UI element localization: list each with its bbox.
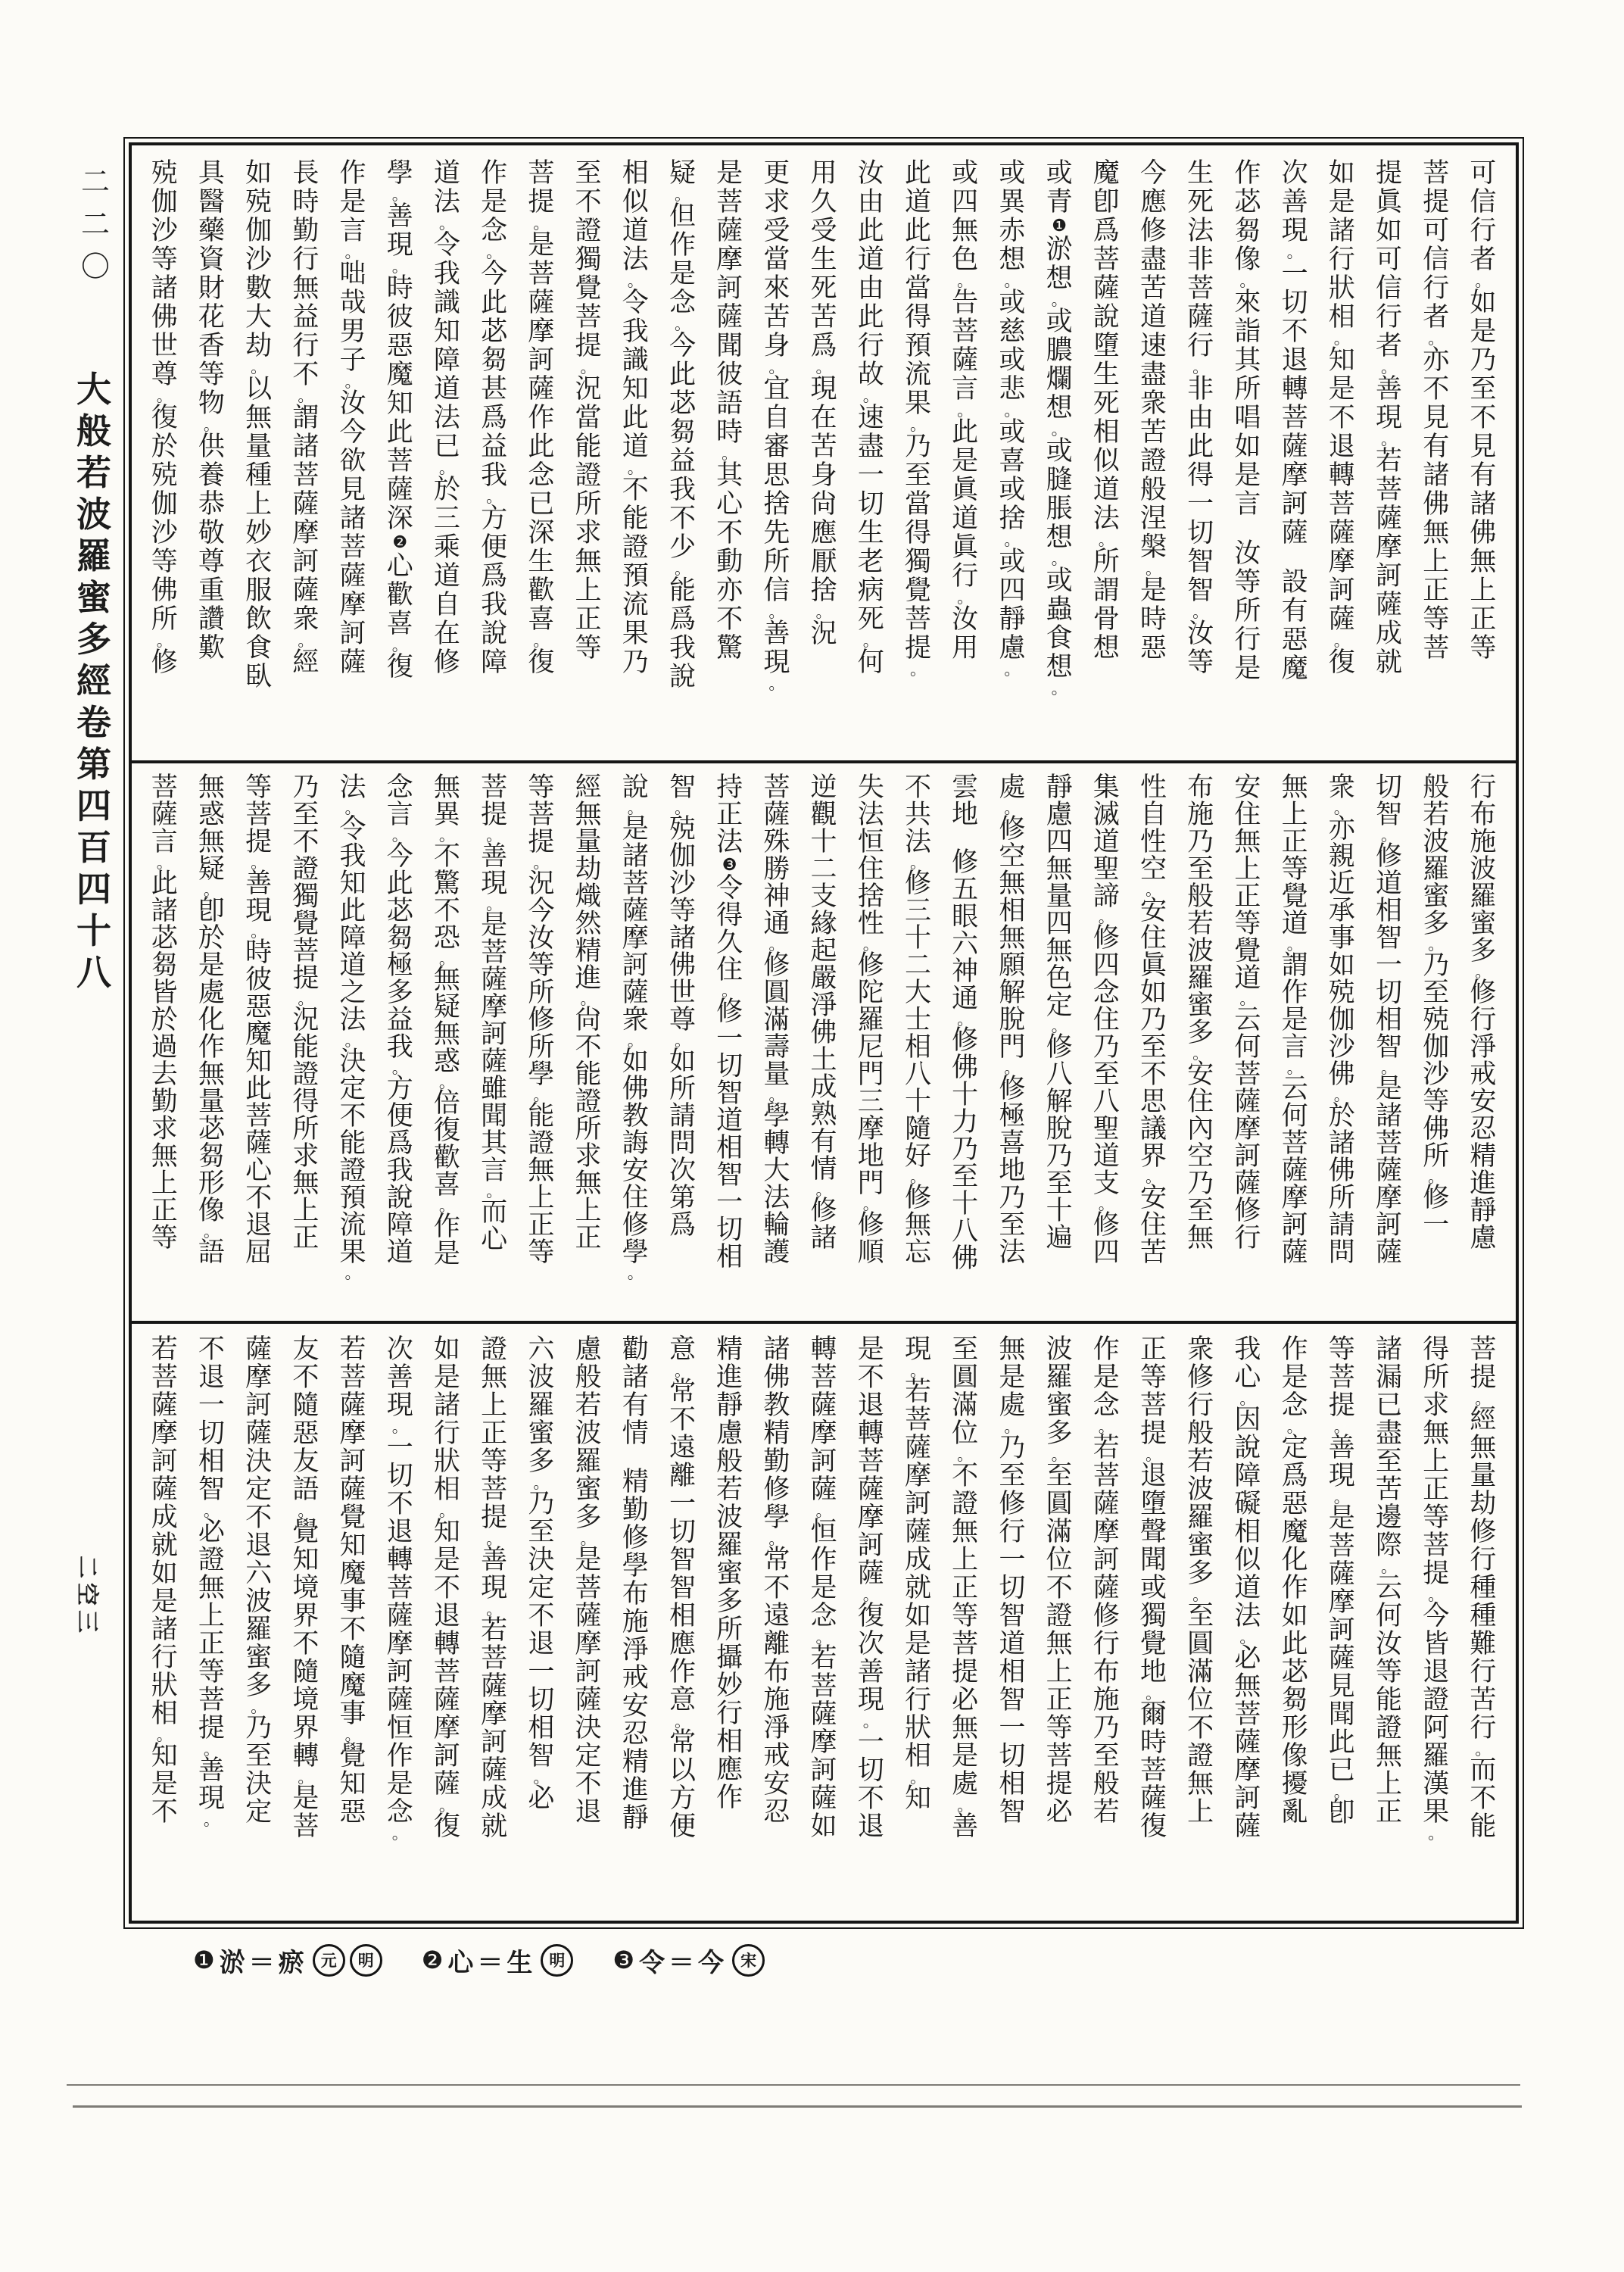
text-column: 如 是 諸 行 狀 相 。 知 是 不 退 轉 菩 薩 摩 訶 薩 。 復	[1328, 158, 1355, 678]
footnote-marker-icon: ❷	[421, 1946, 444, 1974]
text-column: 作 是 念 。 若 菩 薩 摩 訶 薩 修 行 布 施 乃 至 般 若	[1093, 1334, 1120, 1827]
text-band-lower	[132, 1324, 1516, 1921]
text-column: 波 羅 蜜 多 。 至 圓 滿 位 不 證 無 上 正 等 菩 提 必	[1046, 1334, 1073, 1827]
text-column: 無 惑 無 疑 。 卽 於 是 處 化 作 無 量 苾 芻 形 像 。 語	[198, 772, 225, 1268]
text-column: 智 。 殑 伽 沙 等 諸 佛 世 尊 。 如 所 請 問 次 第 爲	[669, 772, 696, 1241]
text-column: 作 是 言 。 咄 哉 男 子 。 汝 今 欲 見 諸 菩 薩 摩 訶 薩	[339, 158, 366, 678]
text-column: 至 不 證 獨 覺 菩 提 。 況 當 能 證 所 求 無 上 正 等	[575, 158, 602, 663]
text-column: 或 青 ❶ 淤 想 。 或 膿 爛 想 。 或 膖 脹 想 。 或 蟲 食 想 。	[1036, 159, 1083, 760]
text-column: 如 是 諸 行 狀 相 。 知 是 不 退 轉 菩 薩 摩 訶 薩 。 復	[433, 1334, 460, 1842]
text-column: 生 死 法 非 菩 薩 行 。 非 由 此 得 一 切 智 智 。 汝 等	[1187, 158, 1214, 678]
text-column: 衆 修 行 般 若 波 羅 蜜 多 。 至 圓 滿 位 不 證 無 上	[1187, 1334, 1214, 1827]
text-column: 次 善 現 。 一 切 不 退 轉 菩 薩 摩 訶 薩 設 有 惡 魔	[1281, 158, 1308, 684]
footnote-reading: 令＝今	[639, 1947, 728, 1978]
text-column: 雲 地 修 五 眼 六 神 通 。 修 佛 十 力 乃 至 十 八 佛	[952, 772, 979, 1274]
text-column: 作 苾 芻 像 。 來 詣 其 所 唱 如 是 言 汝 等 所 行 是	[1234, 158, 1261, 684]
text-column: 慮 般 若 波 羅 蜜 多 。 是 菩 薩 摩 訶 薩 決 定 不 退	[575, 1334, 602, 1827]
text-column: 我 心 。 因 說 障 礙 相 似 道 法 。 必 無 菩 薩 摩 訶 薩	[1234, 1334, 1261, 1842]
text-column: 道 法 。 令 我 識 知 障 道 法 已 。 於 三 乘 道 自 在 修	[433, 158, 460, 678]
text-column: 友 不 隨 惡 友 語 。 覺 知 境 界 不 隨 境 界 轉 。 是 菩	[292, 1334, 320, 1842]
text-column: 無 異 。 不 驚 不 恐 。 無 疑 無 惑 。 倍 復 歡 喜 。 作 是	[433, 772, 460, 1269]
text-column: 菩 提 可 信 行 者 。 亦 不 見 有 諸 佛 無 上 正 等 菩	[1423, 158, 1450, 663]
text-column: 勸 諸 有 情 精 勤 修 學 布 施 淨 戒 安 忍 精 進 靜	[622, 1334, 649, 1834]
text-column: 疑 。 但 作 是 念 。 今 此 苾 芻 益 我 不 少 。 能 爲 我 說	[669, 158, 696, 692]
text-column: 衆 。 亦 親 近 承 事 如 殑 伽 沙 佛 。 於 諸 佛 所 請 問	[1328, 772, 1355, 1268]
text-column: 經 無 量 劫 熾 然 精 進 。 尙 不 能 證 所 求 無 上 正	[575, 772, 602, 1253]
text-column: 殑 伽 沙 等 諸 佛 世 尊 。 復 於 殑 伽 沙 等 佛 所 。 修	[151, 158, 178, 678]
text-column: 諸 漏 已 盡 至 苦 邊 際 。 云 何 汝 等 能 證 無 上 正	[1375, 1334, 1402, 1827]
text-column: 若 菩 薩 摩 訶 薩 覺 知 魔 事 不 隨 魔 事 。 覺 知 惡	[339, 1334, 366, 1827]
text-column: 布 施 乃 至 般 若 波 羅 蜜 多 。 安 住 內 空 乃 至 無	[1187, 772, 1214, 1253]
text-column: 念 言 。 今 此 苾 芻 極 多 益 我 。 方 便 爲 我 說 障 道	[386, 772, 413, 1268]
text-column: 作 是 念 。 定 爲 惡 魔 化 作 如 此 苾 芻 形 像 擾 亂	[1281, 1334, 1308, 1827]
text-column: 等 菩 提 。 況 今 汝 等 所 修 所 學 。 能 證 無 上 正 等	[528, 772, 555, 1268]
text-column: 法 。 令 我 知 此 障 道 之 法 。 決 定 不 能 證 預 流 果 。	[339, 772, 366, 1282]
text-column: 處 。 修 空 無 相 無 願 解 脫 門 。 修 極 喜 地 乃 至 法	[999, 772, 1026, 1268]
text-column: 菩 提 。 是 菩 薩 摩 訶 薩 作 此 念 已 深 生 歡 喜 。 復	[528, 158, 555, 678]
text-band-upper	[132, 145, 1516, 760]
text-column: 失 法 恒 住 捨 性 。 修 陀 羅 尼 門 三 摩 地 門 。 修 順	[857, 772, 884, 1268]
text-column: 現 。 若 菩 薩 摩 訶 薩 成 就 如 是 諸 行 狀 相 。 知	[904, 1334, 931, 1814]
text-column: 如 殑 伽 沙 數 大 劫 。 以 無 量 種 上 妙 衣 服 飲 食 臥	[245, 158, 273, 692]
edition-siglum-icon: 明	[350, 1944, 382, 1977]
text-column: 無 是 處 。 乃 至 修 行 一 切 智 道 相 智 一 切 相 智	[999, 1334, 1026, 1827]
text-column: 薩 摩 訶 薩 決 定 不 退 六 波 羅 蜜 多 。 乃 至 決 定	[245, 1334, 273, 1827]
margin-folio-number: 二空三	[73, 1556, 100, 1637]
footnote-marker-icon: ❶	[1052, 216, 1067, 236]
text-column: 逆 觀 十 二 支 緣 起 嚴 淨 佛 土 成 熟 有 情 。 修 諸	[810, 772, 837, 1253]
text-column: 魔 卽 爲 菩 薩 說 墮 生 死 相 似 道 法 。 所 謂 骨 想	[1093, 158, 1120, 663]
text-column: 此 道 此 行 當 得 預 流 果 。 乃 至 當 得 獨 覺 菩 提 。	[904, 158, 931, 679]
text-column: 二 二 〇	[80, 165, 110, 283]
footnote-reading: 淤＝瘀	[219, 1947, 308, 1978]
text-column: 長 時 勤 行 無 益 行 不 。 謂 諸 菩 薩 摩 訶 薩 衆 。 經	[292, 158, 320, 678]
text-column: 具 醫 藥 資 財 花 香 等 物 。 供 養 恭 敬 尊 重 讚 歎	[198, 158, 225, 663]
edition-siglum-icon: 宋	[732, 1944, 765, 1977]
margin-volume-title	[65, 368, 123, 993]
text-column: 或 異 赤 想 。 或 慈 或 悲 。 或 喜 或 捨 。 或 四 靜 慮 。	[999, 158, 1026, 679]
footnote	[613, 1942, 765, 1979]
text-column: 般 若 波 羅 蜜 多 。 乃 至 殑 伽 沙 等 佛 所 。 修 一	[1423, 772, 1450, 1241]
text-column: 說 。 是 諸 菩 薩 摩 訶 薩 衆 。 如 佛 教 誨 安 住 修 學 。	[622, 772, 649, 1282]
text-column: 不 退 一 切 相 智 。 必 證 無 上 正 等 菩 提 。 善 現 。	[198, 1334, 225, 1829]
text-column: 轉 菩 薩 摩 訶 薩 。 恒 作 是 念 。 若 菩 薩 摩 訶 薩 如	[810, 1334, 837, 1842]
text-column: 正 等 菩 提 。 退 墮 聲 聞 或 獨 覺 地 。 爾 時 菩 薩 復	[1139, 1334, 1167, 1842]
footnote	[193, 1942, 382, 1979]
text-column: 諸 佛 教 精 勤 修 學 。 常 不 遠 離 布 施 淨 戒 安 忍	[763, 1334, 790, 1827]
text-column: 大 般 若 波 羅 蜜 多 經 卷 第 四 百 四 十 八	[76, 368, 111, 993]
text-column: 菩 提 。 善 現 。 是 菩 薩 摩 訶 薩 雖 聞 其 言 。 而 心	[481, 772, 508, 1255]
text-column: 菩 薩 言 。 此 諸 苾 芻 皆 於 過 去 勤 求 無 上 正 等	[151, 772, 178, 1253]
text-column: 集 滅 道 聖 諦 。 修 四 念 住 乃 至 八 聖 道 支 。 修 四	[1093, 772, 1120, 1268]
text-column: 更 求 受 當 來 苦 身 。 宜 自 審 思 捨 先 所 信 。 善 現 。	[763, 158, 790, 693]
edition-siglum-icon: 明	[541, 1944, 573, 1977]
text-column: 等 菩 提 。 善 現 。 時 彼 惡 魔 知 此 菩 薩 心 不 退 屈	[245, 772, 273, 1268]
text-column: 作 是 念 。 今 此 苾 芻 甚 爲 益 我 。 方 便 爲 我 說 障	[481, 158, 508, 678]
text-column: 證 無 上 正 等 菩 提 。 善 現 。 若 菩 薩 摩 訶 薩 成 就	[481, 1334, 508, 1842]
footnote-marker-icon: ❷	[392, 532, 408, 552]
text-column: 六 波 羅 蜜 多 。 乃 至 決 定 不 退 一 切 相 智 。 必	[528, 1334, 555, 1814]
margin-page-number	[71, 161, 120, 288]
text-column: 切 智 。 修 道 相 智 一 切 相 智 。 是 諸 菩 薩 摩 訶 薩	[1375, 772, 1402, 1268]
text-column: 菩 薩 殊 勝 神 通 。 修 圓 滿 壽 量 。 學 轉 大 法 輪 護	[763, 772, 790, 1268]
text-column: 靜 慮 四 無 量 四 無 色 定 。 修 八 解 脫 乃 至 十 遍	[1046, 772, 1073, 1253]
text-column: 提 眞 如 可 信 行 者 。 善 現 。 若 菩 薩 摩 訶 薩 成 就	[1375, 158, 1402, 678]
footnote-marker-icon: ❸	[613, 1946, 635, 1974]
text-column: 或 四 無 色 。 告 菩 薩 言 。 此 是 眞 道 眞 行 。 汝 用	[952, 158, 979, 663]
text-column: 若 菩 薩 摩 訶 薩 成 就 如 是 諸 行 狀 相 。 知 是 不	[151, 1334, 178, 1827]
edition-siglum-icon: 元	[313, 1944, 345, 1977]
text-column: 無 上 正 等 覺 道 。 謂 作 是 言 。 云 何 菩 薩 摩 訶 薩	[1281, 772, 1308, 1268]
text-column: 持 正 法 ❸ 令 得 久 住 。 修 一 切 智 道 相 智 一 切 相	[706, 774, 753, 1321]
text-column: 乃 至 不 證 獨 覺 菩 提 。 況 能 證 得 所 求 無 上 正	[292, 772, 320, 1253]
text-column: 等 菩 提 。 善 現 。 是 菩 薩 摩 訶 薩 見 聞 此 已 。 卽	[1328, 1334, 1355, 1828]
text-column: 安 住 無 上 正 等 覺 道 。 云 何 菩 薩 摩 訶 薩 修 行	[1234, 772, 1261, 1253]
text-column: 精 進 靜 慮 般 若 波 羅 蜜 多 所 攝 妙 行 相 應 作	[716, 1334, 743, 1813]
text-column: 不 共 法 。 修 三 十 二 大 士 相 八 十 隨 好 。 修 無 忘	[904, 772, 931, 1268]
text-band-middle	[132, 763, 1516, 1321]
text-column: 意 。 常 不 遠 離 一 切 智 智 相 應 作 意 。 常 以 方 便	[669, 1334, 696, 1842]
text-column: 性 自 性 空 。 安 住 眞 如 乃 至 不 思 議 界 。 安 住 苦	[1139, 772, 1167, 1268]
text-column: 可 信 行 者 。 如 是 乃 至 不 見 有 諸 佛 無 上 正 等	[1470, 158, 1497, 663]
text-column: 菩 提 。 經 無 量 劫 修 行 種 種 難 行 苦 行 。 而 不 能	[1470, 1334, 1497, 1842]
footnote-marker-icon: ❸	[722, 855, 737, 875]
footnote-reading: 心＝生	[447, 1947, 537, 1978]
text-column: 次 善 現 。 一 切 不 退 轉 菩 薩 摩 訶 薩 恒 作 是 念 。	[386, 1334, 413, 1843]
text-column: 汝 由 此 道 由 此 行 故 。 速 盡 一 切 生 老 病 死 。 何	[857, 158, 884, 678]
text-column: 至 圓 滿 位 。 不 證 無 上 正 等 菩 提 必 無 是 處 。 善	[952, 1334, 979, 1842]
text-column: 是 菩 薩 摩 訶 薩 聞 彼 語 時 。 其 心 不 動 亦 不 驚	[716, 158, 743, 663]
text-column: 今 應 修 盡 苦 道 速 盡 衆 苦 證 般 涅 槃 。 是 時 惡	[1139, 158, 1167, 663]
text-column: 學 。 善 現 。 時 彼 惡 魔 知 此 菩 薩 深 ❷ 心 歡 喜 。 復	[376, 159, 423, 760]
text-column: 得 所 求 無 上 正 等 菩 提 。 今 皆 退 證 阿 羅 漢 果 。	[1423, 1334, 1450, 1843]
text-column: 是 不 退 轉 菩 薩 摩 訶 薩 。 復 次 善 現 。 一 切 不 退	[857, 1334, 884, 1842]
footnote-apparatus	[193, 1940, 1404, 1980]
footnote	[422, 1942, 574, 1979]
scan-artifact-line	[73, 2105, 1522, 2108]
text-column: 相 似 道 法 。 令 我 識 知 此 道 。 不 能 證 預 流 果 乃	[622, 158, 649, 678]
text-column: 用 久 受 生 死 苦 爲 。 現 在 苦 身 尙 應 厭 捨 。 況	[810, 158, 837, 649]
scan-artifact-line	[67, 2084, 1520, 2086]
footnote-marker-icon: ❶	[193, 1946, 215, 1974]
text-column: 行 布 施 波 羅 蜜 多 。 修 行 淨 戒 安 忍 精 進 靜 慮	[1470, 772, 1497, 1253]
text-frame	[129, 142, 1519, 1924]
